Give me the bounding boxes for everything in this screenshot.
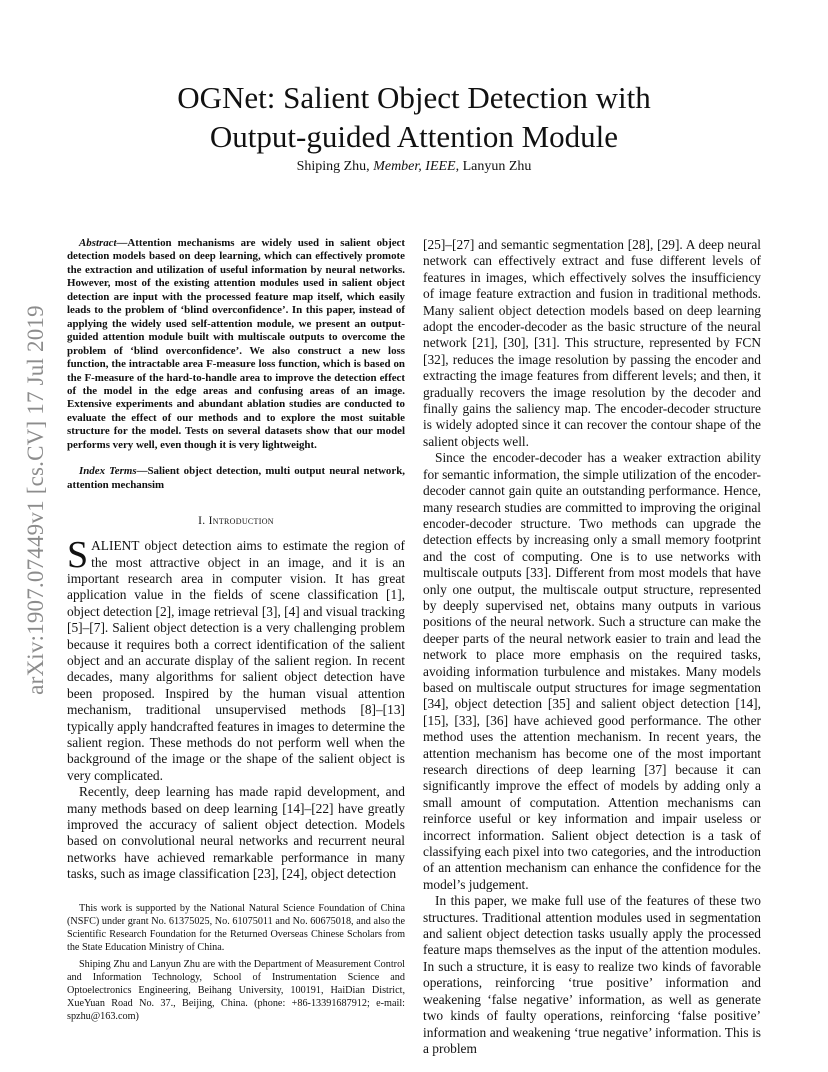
- intro-paragraph-2: Recently, deep learning has made rapid development, and many methods based on deep learning [14]–[22] have greatly improved the accuracy of salient object detection. Models based on convolutional neural networks and recurrent neural networks have achieved remarkable performance in many tasks, such as image classification [23], [24], object detection: [67, 784, 405, 882]
- right-paragraph-3: In this paper, we make full use of the features of these two structures. Traditional attention modules used in segmentation and salient object detection tasks usually apply the processed feature maps themselves as the input of the attention modules. In such a structure, it is easy to realize two kinds of favorable operations, reinforcing ‘true positive’ information and weakening ‘false negative’ information, as well as generate two kinds of faulty operations, reinforcing ‘false positive’ information and weakening ‘true negative’ information. This is a problem: [423, 893, 761, 1056]
- index-terms-label: Index Terms: [79, 465, 137, 478]
- paper-title-line-1: OGNet: Salient Object Detection with: [177, 80, 651, 115]
- abstract-text: —Attention mechanisms are widely used in salient object detection models based on deep learning, which can effectively promote the extraction and utilization of useful information by neural networks. However, most of the existing attention modules used in salient object detection are input with the processed feature map itself, which easily leads to the problem of ‘blind overconfidence’. In this paper, instead of applying the widely used self-attention module, we present an output-guided attention module built with multiscale outputs to overcome the problem of ‘blind overconfidence’. We also construct a new loss function, the intractable area F-measure loss function, which is based on the F-measure of the hard-to-handle area to improve the detection effect of the model in the edge areas and confusing areas of an image. Extensive experiments and abundant ablation studies are conducted to evaluate the effect of our methods and to explore the most suitable structure for the model. Tests on several datasets show that our model performs very well, even though it is very lightweight.: [67, 237, 405, 451]
- right-paragraph-2: Since the encoder-decoder has a weaker extraction ability for semantic information, the simple utilization of the encoder-decoder cannot gain quite an outstanding performance. Hence, many research studies are committed to improving the original encoder-decoder structure. Two methods can upgrade the detection effects by increasing only a small memory footprint and the cost of computing. One is to use networks with multiscale outputs [33]. Different from most models that have only one output, the multiscale output structure, represented by deeply supervised net, obtains many outputs in various positions of the neural network. Such a structure can make the deeper parts of the neural network easier to train and lead the network to place more emphasis on the required tasks, avoiding information turbulence and mistakes. Many models based on multiscale output structures for image segmentation [34], object detection [35] and salient object detection [14], [15], [33], [36] have achieved good performance. The other method uses the attention mechanism. In recent years, the attention mechanism has become one of the most important research directions of deep learning [37] because it can significantly improve the effect of models by adding only a small amount of computation. Attention mechanisms can reinforce useful or key information and impair useless or incorrect information. Salient object detection is a task of classifying each pixel into two categories, and the introduction of an attention mechanism can enhance the confidence for the model’s judgement.: [423, 450, 761, 892]
- right-paragraph-1: [25]–[27] and semantic segmentation [28], [29]. A deep neural network can effectively extract and fuse different levels of features in images, which effectively solves the insufficiency of image feature extraction and fusion in traditional methods. Many salient object detection models based on deep learning adopt the encoder-decoder as the basic structure of the neural network [21], [30], [31]. This structure, represented by FCN [32], reduces the image resolution by passing the encoder and extracting the image features from different levels; and then, it gradually recovers the image resolution by the decoder and finally gains the saliency map. The encoder-decoder structure is widely adopted since it can recover the contour shape of the salient objects well.: [423, 237, 761, 449]
- left-column: [67, 237, 405, 883]
- arxiv-identifier-text: arXiv:1907.07449v1 [cs.CV] 17 Jul 2019: [23, 305, 48, 695]
- footnote-funding: This work is supported by the National Natural Science Foundation of China (NSFC) under grant No. 61375025, No. 61075011 and No. 60675018, and also the Scientific Research Foundation for the Returned Overseas Chinese Scholars from the State Education Ministry of China.: [67, 903, 405, 953]
- drop-cap: S: [67, 534, 89, 577]
- abstract-label: Abstract: [79, 237, 117, 249]
- footnote-affiliation: Shiping Zhu and Lanyun Zhu are with the Department of Measurement Control and Information Technology, School of Instrumentation Science and Optoelectronics Engineering, Beihang University, 100191, HaiDian District, XueYuan Road No. 37., Beijing, China. (phone: +86-13391687912; e-mail: spzhu@163.com): [67, 959, 405, 1022]
- author-line: [80, 159, 748, 175]
- intro-paragraph-1: [67, 534, 405, 784]
- author-rest: , Lanyun Zhu: [455, 159, 532, 174]
- footnotes: [67, 902, 405, 1023]
- author-membership: Member, IEEE: [373, 159, 456, 174]
- right-column: [423, 237, 761, 1057]
- abstract: [67, 237, 405, 452]
- arxiv-identifier: [16, 295, 56, 705]
- section-heading-introduction: [67, 515, 405, 527]
- intro-paragraph-1-text: ALIENT object detection aims to estimate the region of the most attractive object in an image, and it is an important research area in computer vision. It has great application value in the fields of scene classification [1], object detection [2], image retrieval [3], [4] and visual tracking [5]–[7]. Salient object detection is a very challenging problem because it requires both a correct identification of the salient object and an accurate display of the salient region. In recent decades, many algorithms for salient object detection have been proposed. Inspired by the human visual attention mechanism, traditional unsupervised methods [8]–[13] typically apply handcrafted features in images to determine the salient region. These methods do not perform well when the background of the image or the shape of the salient object is very complicated.: [67, 538, 405, 783]
- index-terms: [67, 465, 405, 492]
- section-title: Introduction: [208, 515, 274, 528]
- paper-title-line-2: Output-guided Attention Module: [209, 119, 619, 154]
- author-first: Shiping Zhu,: [296, 159, 370, 174]
- paper-title: [80, 78, 748, 156]
- section-numeral: I.: [198, 515, 206, 528]
- index-terms-text: —Salient object detection, multi output neural network, attention mechansim: [67, 465, 405, 491]
